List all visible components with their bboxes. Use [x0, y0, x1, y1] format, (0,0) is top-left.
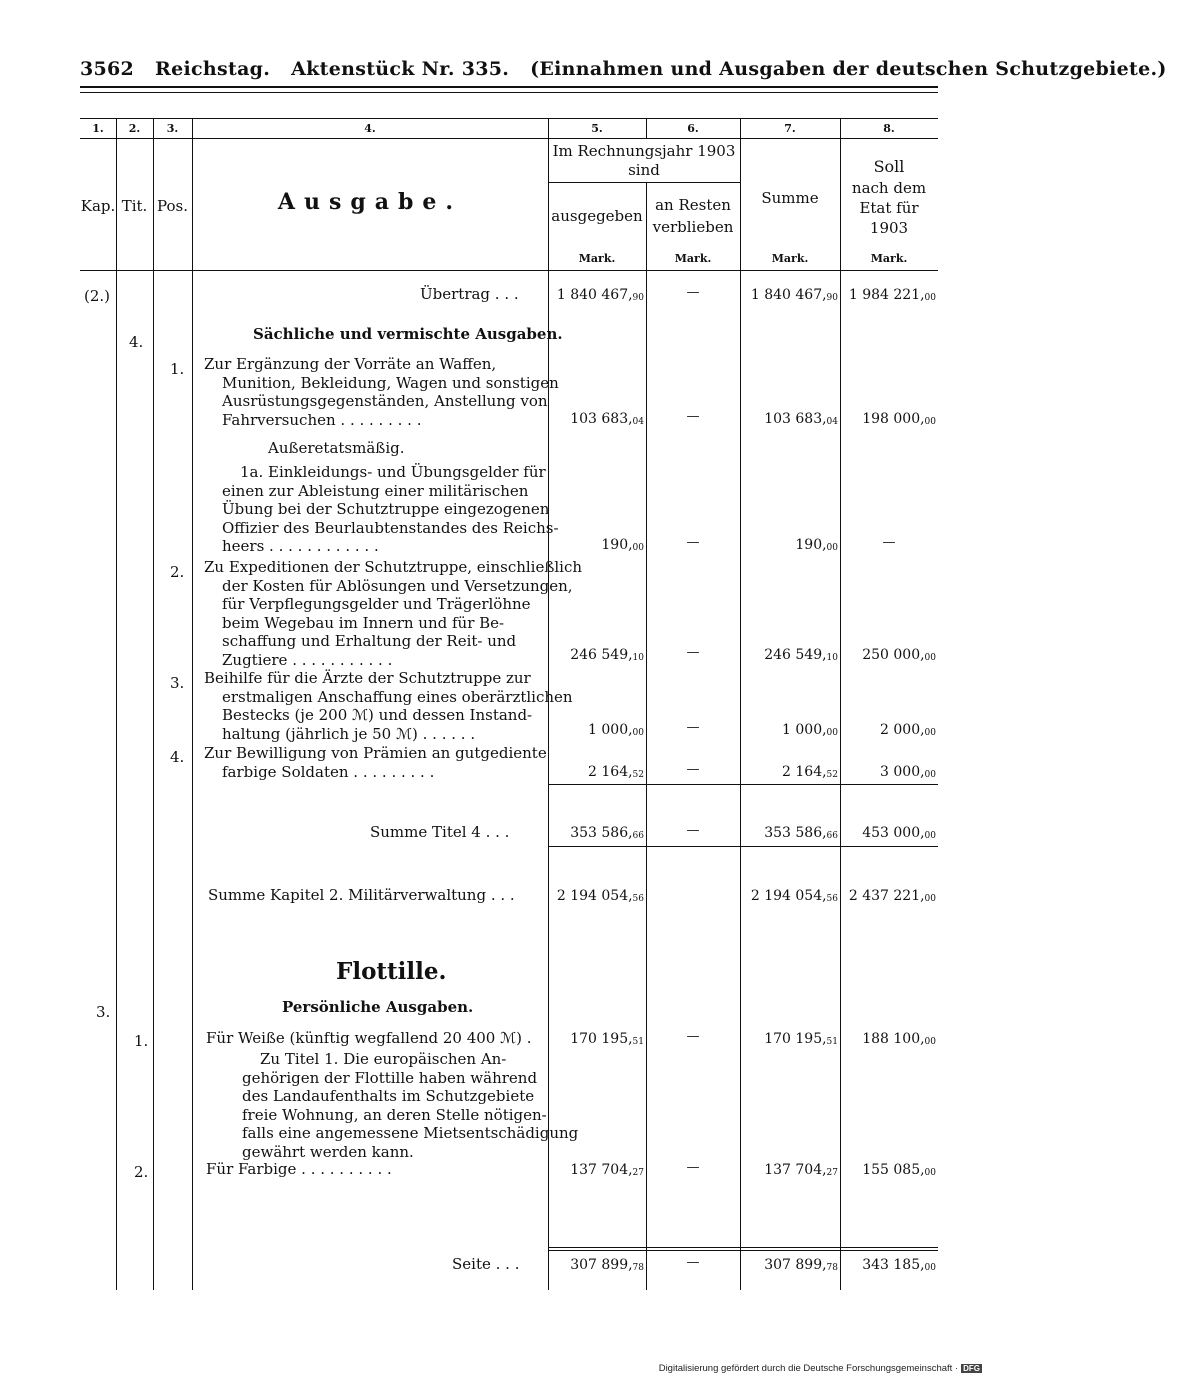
- header-body: Reichstag.: [155, 58, 271, 80]
- colnum-4: 4.: [364, 122, 376, 135]
- page-header: [80, 58, 1181, 80]
- pos3-c7: 1 $000,_{00}$: [782, 722, 838, 738]
- unit-mark: Mark.: [771, 252, 809, 265]
- seite-c5: 307 $899,_{78}$: [570, 1257, 644, 1273]
- tit2-c8: 155 $085,_{00}$: [862, 1162, 936, 1178]
- colnum-1: 1.: [92, 122, 104, 135]
- header-subject: (Einnahmen und Ausgaben der deutschen Schutzgebiete.): [530, 58, 1167, 80]
- titel4-heading: Sächliche und vermischte Ausgaben.: [253, 325, 563, 343]
- header-rule-thick: [80, 86, 938, 88]
- tit1-text: Für Weiße (künftig wegfallend 20 400 ℳ) .: [206, 1029, 532, 1047]
- pos1a-text: 1a. Einkleidungs- und Übungsgelder für einen zur Ableistung einer militärischen Übung bei der Schutztruppe eingezogenen Offizier des Beurlaubtenstandes des Reichs- heers . . . . . . . . . . . .: [222, 463, 559, 555]
- uebertrag-c8: 1 984 $221,_{00}$: [848, 287, 936, 303]
- colnum-3: 3.: [166, 122, 179, 135]
- pos2-text: Zu Expeditionen der Schutztruppe, einschließlich der Kosten für Ablösungen und Versetzungen, für Verpflegungsgelder und Trägerlöhne beim Wegebau im Innern und für Be- schaffung und Erhaltung der Reit- und Zugtiere . . . . . . . . . . .: [204, 558, 583, 669]
- header-pos: Pos.: [157, 197, 188, 215]
- pos4-c8: 3 $000,_{00}$: [880, 764, 936, 780]
- seite-c7: 307 $899,_{78}$: [764, 1257, 838, 1273]
- summe-titel4-c5: 353 $586,_{66}$: [570, 825, 644, 841]
- header-ausgegeben: ausgegeben: [551, 207, 643, 225]
- summe-titel4-label: Summe Titel 4 . . .: [370, 823, 510, 841]
- pos4-c7: 2 $164,_{52}$: [782, 764, 838, 780]
- summe-kapitel2-c8: 2 437 $221,_{00}$: [848, 888, 936, 904]
- tit2-c6: —: [686, 1160, 700, 1175]
- pos2-c5: 246 $549,_{10}$: [570, 647, 644, 663]
- pos4-c6: —: [686, 762, 700, 777]
- seite-label: Seite . . .: [452, 1255, 520, 1273]
- pos1a-c7: $190,_{00}$: [795, 537, 838, 553]
- digitization-footer: [659, 1363, 982, 1374]
- tit1-c8: 188 $100,_{00}$: [862, 1031, 936, 1047]
- dfg-logo: DFG: [963, 1364, 980, 1373]
- summe-kapitel2-label: Summe Kapitel 2. Militärverwaltung . . .: [208, 886, 515, 904]
- tit1-c7: 170 $195,_{51}$: [764, 1031, 838, 1047]
- flottille-heading: Flottille.: [336, 958, 447, 985]
- colnum-rule: [80, 138, 938, 139]
- header-summe: Summe: [761, 189, 819, 207]
- pos1-c5: 103 $683,_{04}$: [570, 411, 644, 427]
- header-soll-sub: nach dem Etat für 1903: [851, 179, 927, 237]
- sum-rule: [548, 846, 938, 847]
- ausseretat-label: Außeretatsmäßig.: [268, 439, 405, 457]
- pos1-c6: —: [686, 409, 700, 424]
- pos-4: 4.: [170, 748, 185, 766]
- header-document: Aktenstück Nr. 335.: [291, 58, 510, 80]
- pos4-c5: 2 $164,_{52}$: [588, 764, 644, 780]
- sum-rule: [548, 784, 938, 785]
- kap-3: 3.: [96, 1003, 111, 1021]
- summe-titel4-c6: —: [686, 823, 700, 838]
- unit-mark: Mark.: [870, 252, 908, 265]
- kap-2: (2.): [84, 287, 111, 305]
- summe-titel4-c8: 453 $000,_{00}$: [862, 825, 936, 841]
- pos3-c5: 1 $000,_{00}$: [588, 722, 644, 738]
- tit2-c5: 137 $704,_{27}$: [570, 1162, 644, 1178]
- uebertrag-label: Übertrag . . .: [420, 285, 519, 303]
- tit1-note: Zu Titel 1. Die europäischen An- gehörigen der Flottille haben während des Landaufenthalts im Schutzgebiete freie Wohnung, an deren Stelle nötigen- falls eine angemessene Mietsentschädigung gewährt werden kann.: [242, 1050, 579, 1161]
- subheader-rule: [548, 182, 740, 183]
- flottille-tit-2: 2.: [134, 1163, 149, 1181]
- tit-4: 4.: [129, 333, 144, 351]
- colnum-6: 6.: [687, 122, 699, 135]
- uebertrag-c7: 1 840 $467,_{90}$: [750, 287, 838, 303]
- seite-c8: 343 $185,_{00}$: [862, 1257, 936, 1273]
- pos3-c8: 2 $000,_{00}$: [880, 722, 936, 738]
- pos3-text: Beihilfe für die Ärzte der Schutztruppe zur erstmaligen Anschaffung eines oberärztlichen Bestecks (je 200 ℳ) und dessen Instand- haltung (jährlich je 50 ℳ) . . . . . .: [204, 669, 573, 743]
- summe-kapitel2-c5: 2 194 $054,_{56}$: [556, 888, 644, 904]
- pos-3: 3.: [170, 674, 185, 692]
- pos1-c8: 198 $000,_{00}$: [862, 411, 936, 427]
- unit-mark: Mark.: [578, 252, 616, 265]
- header-kap: Kap.: [80, 197, 116, 215]
- flottille-subheading: Persönliche Ausgaben.: [282, 998, 474, 1016]
- seite-rule: [548, 1247, 938, 1248]
- col-divider: [116, 118, 117, 1290]
- col-divider: [646, 182, 647, 1290]
- col-divider: [153, 118, 154, 1290]
- pos1-c7: 103 $683,_{04}$: [764, 411, 838, 427]
- table-top-rule: [80, 118, 938, 119]
- pos-1: 1.: [170, 360, 185, 378]
- tit2-text: Für Farbige . . . . . . . . . .: [206, 1160, 392, 1178]
- seite-c6: —: [686, 1255, 700, 1270]
- colnum-2: 2.: [128, 122, 141, 135]
- pos2-c8: 250 $000,_{00}$: [862, 647, 936, 663]
- pos1-text: Zur Ergänzung der Vorräte an Waffen, Munition, Bekleidung, Wagen und sonstigen Ausrüstungsgegenständen, Anstellung von Fahrversuchen . . . . . . . . .: [204, 355, 559, 429]
- uebertrag-c6: —: [686, 285, 700, 300]
- pos3-c6: —: [686, 720, 700, 735]
- header-soll: Soll: [873, 157, 905, 176]
- col-divider: [192, 118, 193, 1290]
- header-fiscal-year: Im Rechnungsjahr 1903 sind: [552, 142, 736, 179]
- pos1a-c8: —: [882, 535, 896, 550]
- summe-kapitel2-c7: 2 194 $054,_{56}$: [750, 888, 838, 904]
- pos1a-c5: $190,_{00}$: [601, 537, 644, 553]
- tit2-c7: 137 $704,_{27}$: [764, 1162, 838, 1178]
- seite-rule: [548, 1250, 938, 1251]
- header-tit: Tit.: [121, 197, 148, 215]
- header-rule-thin: [80, 92, 938, 93]
- header-an-resten: an Resten verblieben: [652, 196, 734, 236]
- header-bottom-rule: [80, 270, 938, 271]
- pos2-c6: —: [686, 645, 700, 660]
- tit1-c5: 170 $195,_{51}$: [570, 1031, 644, 1047]
- summe-titel4-c7: 353 $586,_{66}$: [764, 825, 838, 841]
- uebertrag-c5: 1 840 $467,_{90}$: [556, 287, 644, 303]
- pos4-text: Zur Bewilligung von Prämien an gutgediente farbige Soldaten . . . . . . . . .: [204, 744, 547, 781]
- footer-text: Digitalisierung gefördert durch die Deutsche Forschungsgemeinschaft ·: [658, 1363, 959, 1374]
- colnum-8: 8.: [883, 122, 895, 135]
- colnum-5: 5.: [591, 122, 603, 135]
- header-ausgabe: Ausgabe.: [277, 189, 463, 215]
- tit1-c6: —: [686, 1029, 700, 1044]
- page-number: 3562: [80, 58, 135, 80]
- pos1a-c6: —: [686, 535, 700, 550]
- flottille-tit-1: 1.: [134, 1032, 149, 1050]
- unit-mark: Mark.: [674, 252, 712, 265]
- pos-2: 2.: [170, 563, 185, 581]
- pos2-c7: 246 $549,_{10}$: [764, 647, 838, 663]
- colnum-7: 7.: [784, 122, 796, 135]
